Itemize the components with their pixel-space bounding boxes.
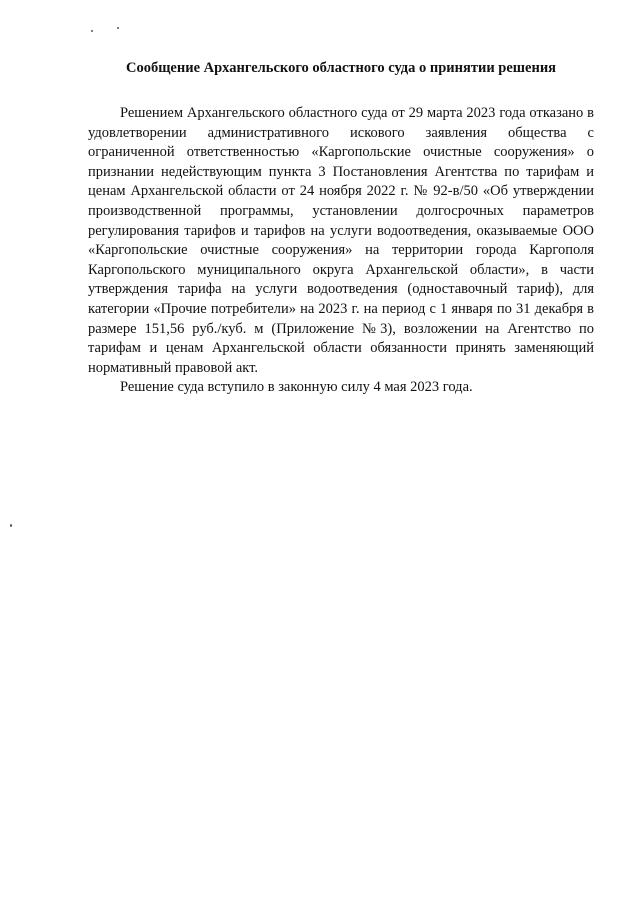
scan-speck — [117, 27, 119, 29]
scan-speck — [10, 524, 12, 527]
effective-date-paragraph: Решение суда вступило в законную силу 4 мая 2023 года. — [120, 379, 473, 396]
document-body — [88, 104, 594, 398]
document-title: Сообщение Архангельского областного суда о принятии решения — [125, 60, 557, 76]
scan-speck — [91, 30, 93, 32]
decision-paragraph: Решением Архангельского областного суда от 29 марта 2023 года отказано в удовлетворении административного искового заявления общества с ограниченной ответственностью «Каргопольские очистные сооружения» о признании недействующим пункта 3 Постановления Агентства по тарифам и ценам Архангельской области от 24 ноября 2022 г. № 92-в/50 «Об утверждении производственной программы, установлении долгосрочных параметров регулирования тарифов и тарифов на услуги водоотведения, оказываемые ООО «Каргопольские очистные сооружения» на территории города Каргополя Каргопольского муниципального округа Архангельской области», в части утверждения тарифа на услуги водоотведения (одноставочный тариф), для категории «Прочие потребители» на 2023 г. на период с 1 января по 31 декабря в размере 151,56 руб./куб. м (Приложение №3), возложении на Агентство по тарифам и ценам Архангельской области обязанности принять заменяющий нормативный правовой акт. — [88, 105, 594, 376]
